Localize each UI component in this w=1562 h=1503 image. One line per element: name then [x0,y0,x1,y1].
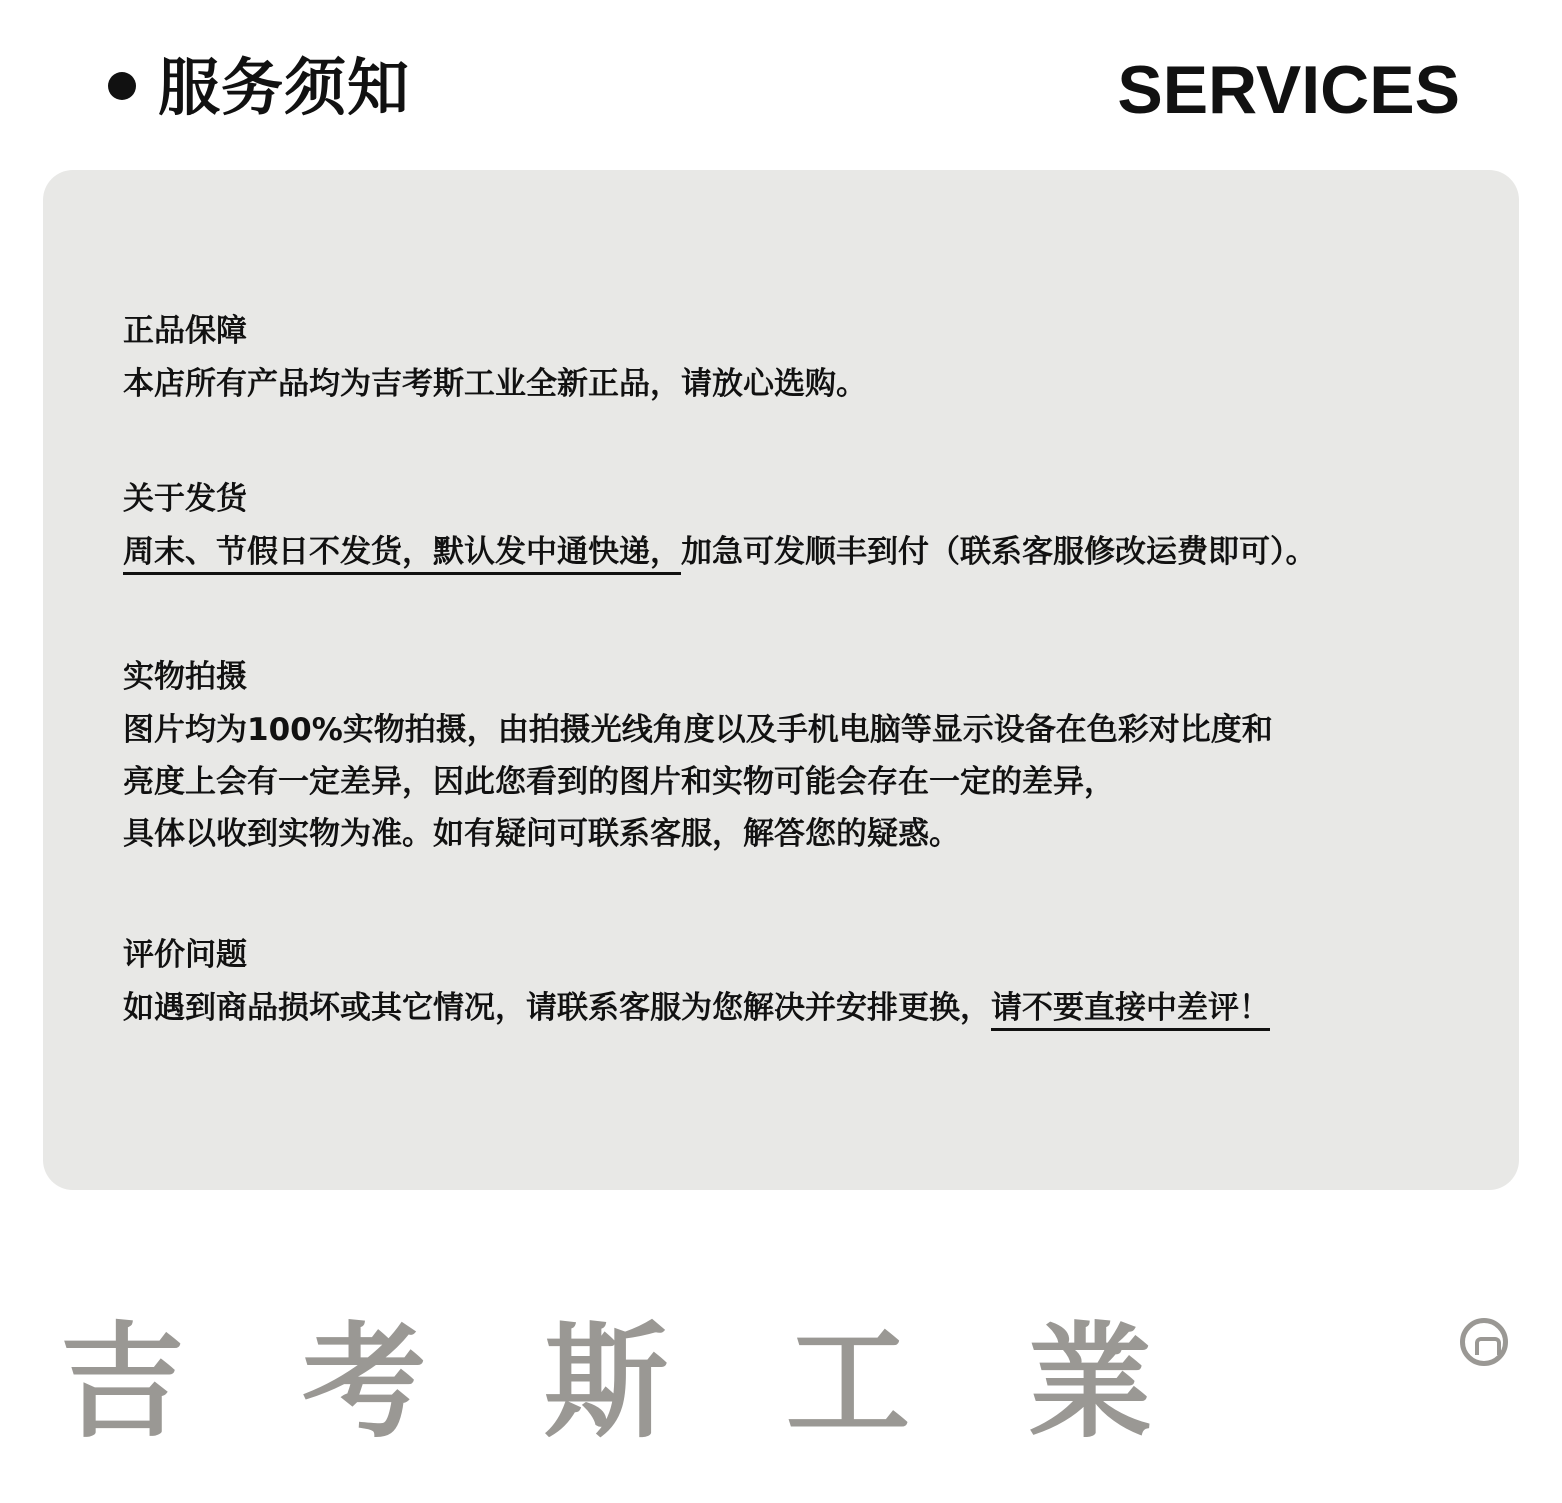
body-line: 图片均为100%实物拍摄，由拍摄光线角度以及手机电脑等显示设备在色彩对比度和 [123,712,1273,748]
registered-mark-icon [1460,1318,1508,1366]
body-line [123,982,1463,1034]
underlined-notice: 请不要直接中差评！ [991,990,1270,1031]
body-text: 加急可发顺丰到付（联系客服修改运费即可）。 [681,534,1317,570]
section-title: 实物拍摄 [123,659,247,695]
section-title: 评价问题 [123,937,247,973]
section-body [123,982,1463,1034]
section-title: 正品保障 [123,313,247,349]
page-title-cn: 服务须知 [158,51,411,124]
section-body [123,526,1463,578]
underlined-notice: 周末、节假日不发货，默认发中通快递， [123,534,681,575]
brand-logo [60,1311,1480,1455]
section-review-issues [123,934,1463,1034]
bullet-dot-icon [108,72,136,100]
body-line: 具体以收到实物为准。如有疑问可联系客服，解答您的疑惑。 [123,816,960,852]
body-text: 如遇到商品损坏或其它情况，请联系客服为您解决并安排更换， [123,990,991,1026]
body-line: 本店所有产品均为吉考斯工业全新正品，请放心选购。 [123,366,867,402]
section-body [123,704,1463,860]
section-title: 关于发货 [123,481,247,517]
brand-logo-text: 吉考斯工業 [60,1311,1271,1455]
body-line [123,526,1463,578]
body-line: 亮度上会有一定差异，因此您看到的图片和实物可能会存在一定的差异， [123,764,1115,800]
section-body [123,358,1463,410]
section-real-photos [123,656,1463,860]
page-title-en: SERVICES [1117,52,1460,128]
section-shipping [123,478,1463,578]
section-genuine-guarantee [123,310,1463,410]
page-header [0,0,1562,170]
services-notice-card [43,170,1519,1190]
